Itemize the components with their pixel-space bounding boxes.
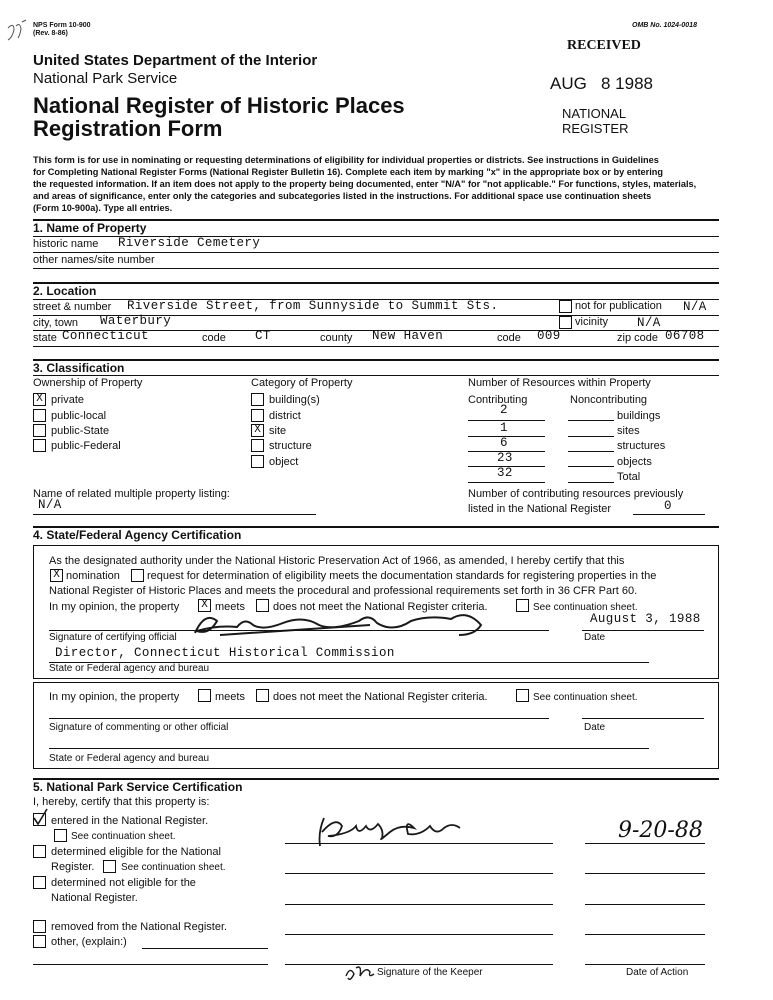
not-for-publication-value[interactable]: N/A [683, 300, 707, 314]
county-label: county [320, 332, 353, 344]
determined-eligible-label-1: determined eligible for the National [51, 846, 221, 858]
street-label: street & number [33, 301, 112, 313]
contributing-sites-value[interactable]: 1 [500, 421, 508, 435]
received-stamp-date: AUG 8 1988 [550, 74, 654, 93]
opinion-label-2: In my opinion, the property [49, 691, 180, 703]
historic-name-value[interactable]: Riverside Cemetery [118, 236, 261, 250]
does-not-meet-label: does not meet the National Register criteria. [273, 601, 488, 613]
category-site-label: site [269, 425, 287, 437]
omb-number: OMB No. 1024-0018 [632, 22, 697, 29]
entered-continuation-checkbox[interactable] [54, 829, 67, 842]
total-label: Total [617, 471, 641, 483]
certification-date-label: Date [584, 632, 606, 643]
entered-continuation-label: See continuation sheet. [71, 831, 176, 842]
historic-name-label: historic name [33, 238, 99, 250]
section-3-heading: 3. Classification [33, 361, 125, 375]
contributing-heading: Contributing [468, 394, 528, 406]
certifying-official-signature [150, 603, 530, 645]
determined-not-eligible-label-2: National Register. [51, 892, 138, 904]
category-building-label: building(s) [269, 394, 320, 406]
keeper-signature [312, 812, 502, 852]
city-label: city, town [33, 317, 79, 329]
zip-value[interactable]: 06708 [665, 329, 705, 343]
keeper-initials [342, 962, 376, 982]
request-determination-checkbox[interactable] [131, 569, 144, 582]
action-date-label: Date of Action [626, 967, 689, 978]
form-number: NPS Form 10-900 [33, 22, 91, 29]
intro-line-1: This form is for use in nominating or requesting determinations of eligibility for individual properties or districts. See instructions in Guidelines [33, 155, 659, 165]
meets-checkbox[interactable]: X [198, 599, 211, 612]
nomination-checkbox[interactable]: X [50, 569, 63, 582]
section-2-heading: 2. Location [33, 284, 97, 298]
ownership-public-state-checkbox[interactable] [33, 424, 46, 437]
not-for-publication-checkbox[interactable] [559, 300, 572, 313]
county-code-label: code [497, 332, 521, 344]
ownership-public-local-label: public-local [51, 410, 107, 422]
comment-signature-label: Signature of commenting or other official [49, 722, 229, 733]
meets-checkbox-2[interactable] [198, 689, 211, 702]
eligible-continuation-checkbox[interactable] [103, 860, 116, 873]
nomination-label: nomination [66, 570, 120, 582]
certify-text: I, hereby, certify that this property is: [33, 796, 210, 808]
margin-handwriting [4, 18, 30, 50]
determined-not-eligible-label-1: determined not eligible for the [51, 877, 196, 889]
section-1-heading: 1. Name of Property [33, 221, 147, 235]
register-stamp: REGISTER [562, 121, 629, 136]
city-value[interactable]: Waterbury [100, 314, 172, 328]
eligible-continuation-label: See continuation sheet. [121, 862, 226, 873]
determined-not-eligible-checkbox[interactable] [33, 876, 46, 889]
keeper-signature-label: Signature of the Keeper [377, 967, 483, 978]
state-label: state [33, 332, 57, 344]
other-names-label: other names/site number [33, 254, 155, 266]
department-name: United States Department of the Interior [33, 52, 318, 69]
category-site-checkbox[interactable]: X [251, 424, 264, 437]
category-structure-label: structure [269, 440, 312, 452]
vicinity-label: vicinity [575, 316, 609, 328]
cert-paragraph-2: request for determination of eligibility meets the documentation standards for registering properties in the [147, 570, 657, 582]
ownership-private-checkbox[interactable]: X [33, 393, 46, 406]
category-object-checkbox[interactable] [251, 455, 264, 468]
intro-line-2: for Completing National Register Forms (National Register Bulletin 16). Complete each item by marking "x" in the appropriate box or by entering [33, 167, 663, 177]
does-not-meet-label-2: does not meet the National Register criteria. [273, 691, 488, 703]
ownership-public-federal-checkbox[interactable] [33, 439, 46, 452]
ownership-public-local-checkbox[interactable] [33, 409, 46, 422]
certification-date-value[interactable]: August 3, 1988 [590, 612, 701, 626]
ownership-heading: Ownership of Property [33, 377, 143, 389]
meets-label: meets [215, 601, 245, 613]
resources-heading: Number of Resources within Property [468, 377, 651, 389]
objects-label: objects [617, 456, 652, 468]
section-5-heading: 5. National Park Service Certification [33, 780, 243, 794]
action-date-value[interactable]: 9-20-88 [618, 818, 703, 843]
received-stamp: RECEIVED [567, 38, 641, 53]
category-district-checkbox[interactable] [251, 409, 264, 422]
category-heading: Category of Property [251, 377, 353, 389]
other-checkbox[interactable] [33, 935, 46, 948]
county-code-value[interactable]: 009 [537, 329, 561, 343]
previously-listed-label-1: Number of contributing resources previously [468, 488, 684, 500]
county-value[interactable]: New Haven [372, 329, 444, 343]
section-4-heading: 4. State/Federal Agency Certification [33, 528, 242, 542]
category-building-checkbox[interactable] [251, 393, 264, 406]
removed-checkbox[interactable] [33, 920, 46, 933]
entered-check-mark [32, 808, 50, 828]
other-label: other, (explain:) [51, 936, 127, 948]
does-not-meet-checkbox-2[interactable] [256, 689, 269, 702]
intro-line-5: (Form 10-900a). Type all entries. [33, 203, 173, 213]
see-continuation-checkbox-2[interactable] [516, 689, 529, 702]
form-revision: (Rev. 8-86) [33, 30, 68, 37]
contributing-structures-value[interactable]: 6 [500, 436, 508, 450]
meets-label-2: meets [215, 691, 245, 703]
multiple-property-label: Name of related multiple property listing: [33, 488, 230, 500]
contributing-total-value[interactable]: 32 [497, 466, 513, 480]
cert-paragraph-3: National Register of Historic Places and meets the procedural and professional requirements set forth in 36 CFR Part 60. [49, 585, 638, 597]
agency-label-2: State or Federal agency and bureau [49, 753, 210, 764]
buildings-label: buildings [617, 410, 661, 422]
not-for-publication-label: not for publication [575, 300, 662, 312]
previously-listed-label-2: listed in the National Register [468, 503, 612, 515]
ownership-public-state-label: public-State [51, 425, 110, 437]
ownership-private-label: private [51, 394, 85, 406]
category-object-label: object [269, 456, 299, 468]
determined-eligible-checkbox[interactable] [33, 845, 46, 858]
signature-certifying-label: Signature of certifying official [49, 632, 177, 643]
state-code-value[interactable]: CT [255, 329, 271, 343]
intro-line-3: the requested information. If an item does not apply to the property being documented, enter "N/A" for "not applicable." For functions, styles, materials, [33, 179, 697, 189]
see-continuation-label-2: See continuation sheet. [533, 692, 638, 703]
vicinity-checkbox[interactable] [559, 316, 572, 329]
zip-label: zip code [617, 332, 658, 344]
previously-listed-value[interactable]: 0 [664, 499, 672, 513]
intro-line-4: and areas of significance, enter only the categories and subcategories listed in the instructions. For additional space use continuation sheets [33, 191, 652, 201]
contributing-buildings-value[interactable]: 2 [500, 403, 508, 417]
category-structure-checkbox[interactable] [251, 439, 264, 452]
ownership-public-federal-label: public-Federal [51, 440, 121, 452]
entered-label: entered in the National Register. [51, 815, 209, 827]
form-title-line1: National Register of Historic Places [33, 93, 405, 118]
multiple-property-value[interactable]: N/A [38, 498, 62, 512]
contributing-objects-value[interactable]: 23 [497, 451, 513, 465]
state-value[interactable]: Connecticut [62, 329, 149, 343]
noncontributing-heading: Noncontributing [570, 394, 648, 406]
agency-value[interactable]: Director, Connecticut Historical Commission [55, 646, 395, 660]
structures-label: structures [617, 440, 666, 452]
opinion-label: In my opinion, the property [49, 601, 180, 613]
state-code-label: code [202, 332, 226, 344]
removed-label: removed from the National Register. [51, 921, 228, 933]
form-title-line2: Registration Form [33, 116, 223, 141]
national-stamp: NATIONAL [562, 106, 627, 121]
street-value[interactable]: Riverside Street, from Sunnyside to Summit Sts. [127, 299, 499, 313]
category-district-label: district [269, 410, 301, 422]
see-continuation-label-1: See continuation sheet. [533, 602, 638, 613]
comment-date-label: Date [584, 722, 606, 733]
sites-label: sites [617, 425, 640, 437]
cert-paragraph-1: As the designated authority under the National Historic Preservation Act of 1966, as amended, I hereby certify that this [49, 555, 625, 567]
agency-label: State or Federal agency and bureau [49, 663, 210, 674]
determined-eligible-label-2: Register. [51, 861, 95, 873]
vicinity-value[interactable]: N/A [637, 316, 661, 330]
service-name: National Park Service [33, 70, 178, 87]
